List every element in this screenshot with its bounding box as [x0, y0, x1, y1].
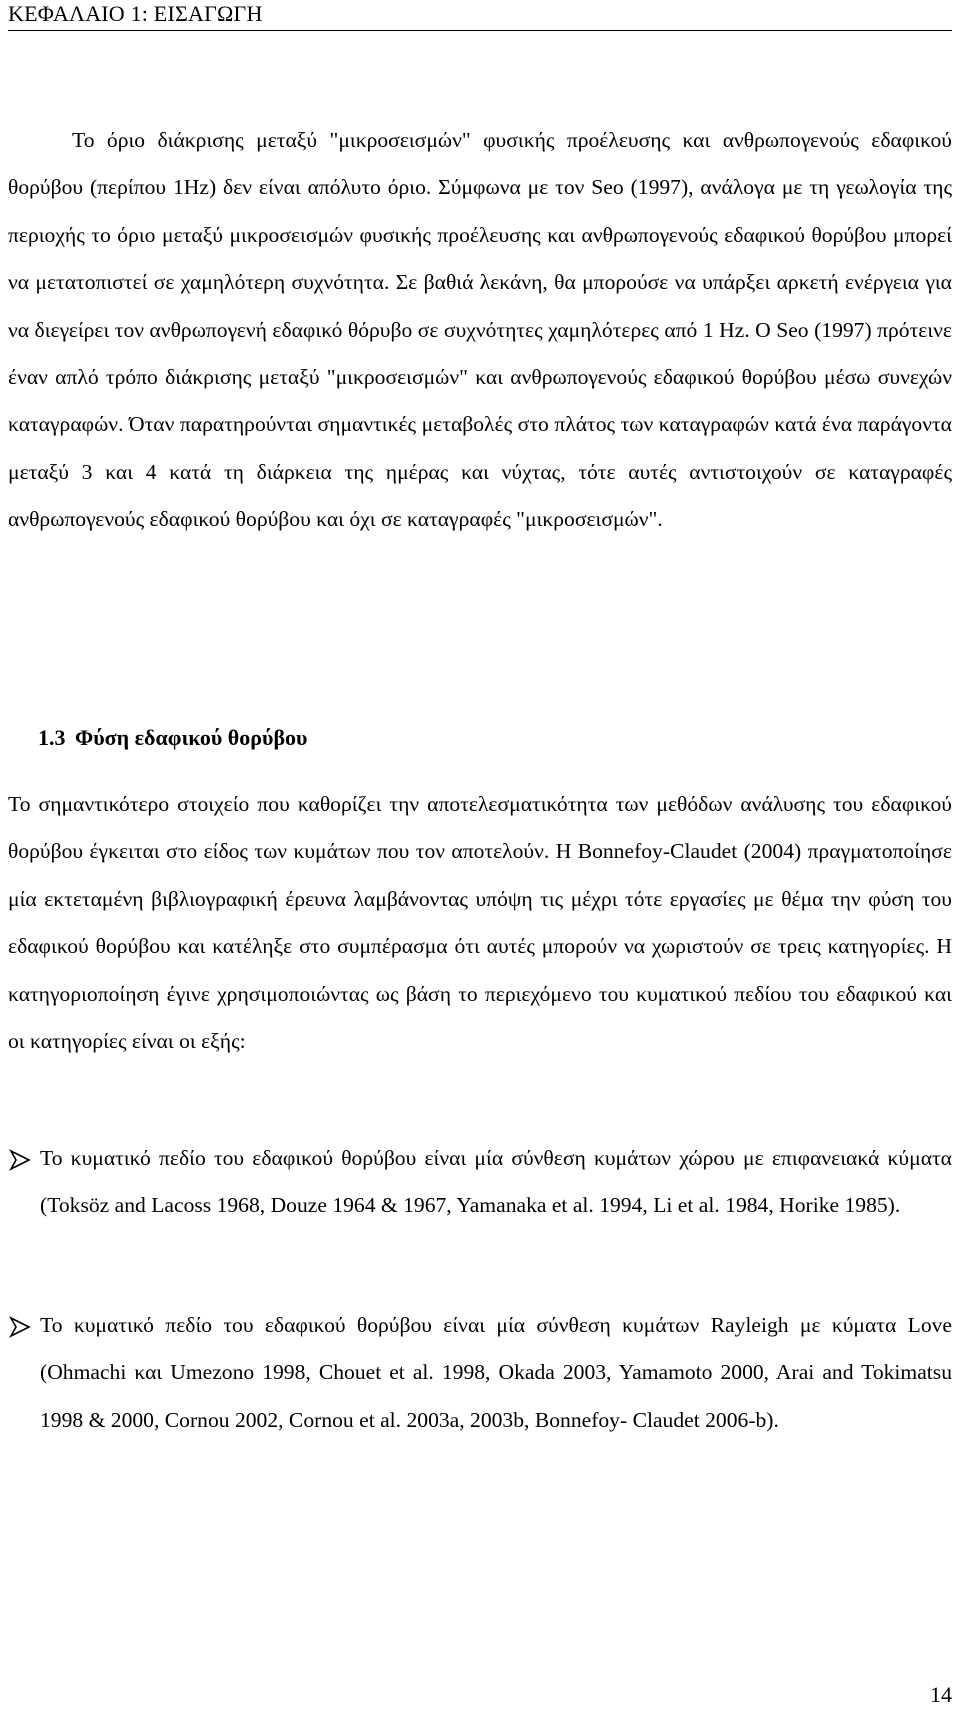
- chapter-title: ΚΕΦΑΛΑΙΟ 1: ΕΙΣΑΓΩΓΗ: [8, 1, 263, 26]
- bullet-text: Το κυματικό πεδίο του εδαφικού θορύβου είναι μία σύνθεση κυμάτων χώρου με επιφανειακά κύματα (Toksöz and Lacoss 1968, Douze 1964 & 1967, Yamanaka et al. 1994, Li et al. 1984, Horike 1985).: [40, 1146, 952, 1218]
- section-heading: [38, 718, 307, 758]
- paragraph-1: Το όριο διάκρισης μεταξύ "μικροσεισμών" φυσικής προέλευσης και ανθρωπογενούς εδαφικού θορύβου (περίπου 1Hz) δεν είναι απόλυτο όριο. Σύμφωνα με τον Seo (1997), ανάλογα με τη γεωλογία της περιοχής το όριο μεταξύ μικροσεισμών φυσικής προέλευσης και ανθρωπογενούς εδαφικού θορύβου μπορεί να μετατοπιστεί σε χαμηλότερη συχνότητα. Σε βαθιά λεκάνη, θα μπορούσε να υπάρξει αρκετή ενέργεια για να διεγείρει τον ανθρωπογενή εδαφικό θόρυβο σε συχνότητες χαμηλότερες από 1 Hz. Ο Seo (1997) πρότεινε έναν απλό τρόπο διάκρισης μεταξύ "μικροσεισμών" και ανθρωπογενούς εδαφικού θορύβου μέσω συνεχών καταγραφών. Όταν παρατηρούνται σημαντικές μεταβολές στο πλάτος των καταγραφών κατά ένα παράγοντα μεταξύ 3 και 4 κατά τη διάρκεια της ημέρας και νύχτας, τότε αυτές αντιστοιχούν σε καταγραφές ανθρωπογενούς εδαφικού θορύβου και όχι σε καταγραφές "μικροσεισμών".: [8, 128, 952, 532]
- section-title: Φύση εδαφικού θορύβου: [75, 725, 308, 750]
- chapter-header: [8, 0, 952, 31]
- section-number: 1.3: [38, 725, 66, 750]
- paragraph-2: Το σημαντικότερο στοιχείο που καθορίζει την αποτελεσματικότητα των μεθόδων ανάλυσης του εδαφικού θορύβου έγκειται στο είδος των κυμάτων που τον αποτελούν. Η Bonnefoy-Claudet (2004) πραγματοποίησε μία εκτεταμένη βιβλιογραφική έρευνα λαμβάνοντας υπόψη τις μέχρι τότε εργασίες με θέμα την φύση του εδαφικού θορύβου και κατέληξε στο συμπέρασμα ότι αυτές μπορούν να χωριστούν σε τρεις κατηγορίες. Η κατηγοριοποίηση έγινε χρησιμοποιώντας ως βάση το περιεχόμενο του κυματικού πεδίου του εδαφικού και οι κατηγορίες είναι οι εξής:: [8, 792, 952, 1054]
- arrowhead-bullet-icon: [8, 1315, 32, 1339]
- page-number: 14: [930, 1682, 952, 1707]
- arrowhead-bullet-icon: [8, 1148, 32, 1172]
- bullet-text: Το κυματικό πεδίο του εδαφικού θορύβου είναι μία σύνθεση κυμάτων Rayleigh με κύματα Love (Ohmachi και Umezono 1998, Chouet et al. 1998, Okada 2003, Yamamoto 2000, Arai and Tokimatsu 1998 & 2000, Cornou 2002, Cornou et al. 2003a, 2003b, Bonnefoy- Claudet 2006-b).: [40, 1313, 952, 1432]
